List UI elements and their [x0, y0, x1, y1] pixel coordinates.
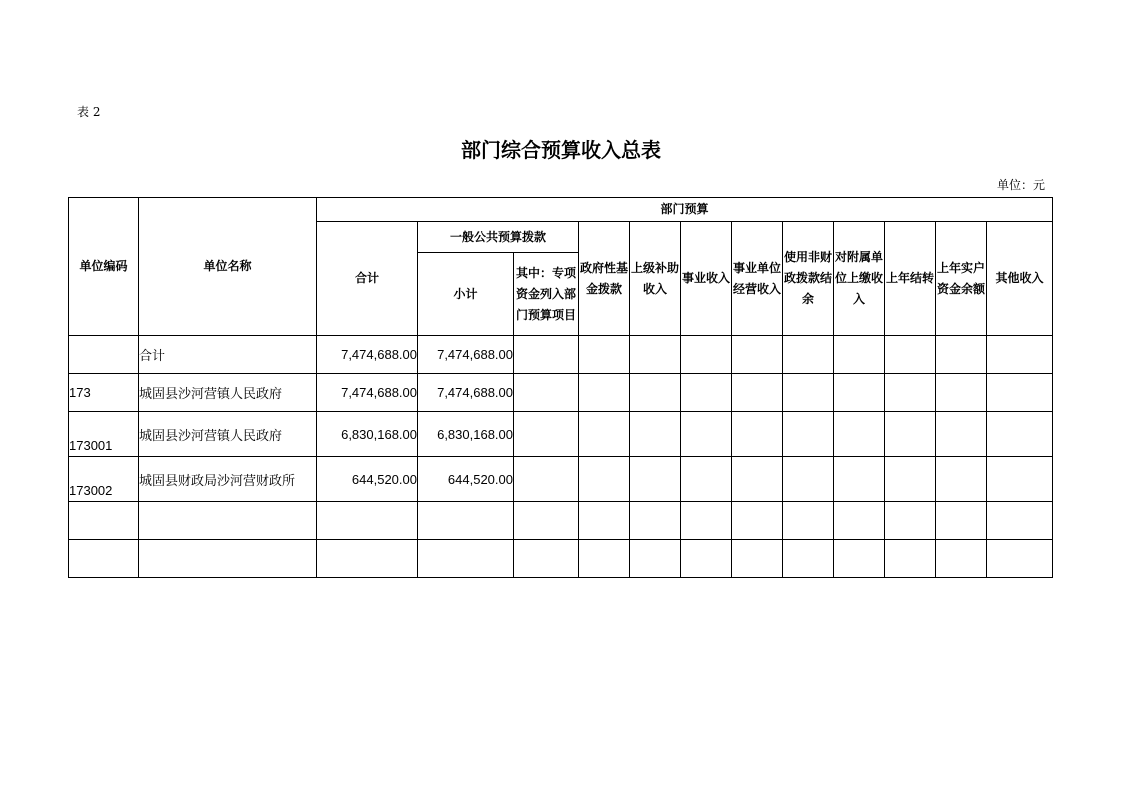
row-total [317, 502, 418, 540]
row-subtotal [418, 502, 514, 540]
row-name: 城固县沙河营镇人民政府 [139, 412, 317, 457]
unit-label: 单位：元 [996, 178, 1045, 192]
row-total [317, 540, 418, 578]
header-unit-code: 单位编码 [69, 198, 139, 336]
row-total: 644,520.00 [317, 457, 418, 502]
header-dept-budget: 部门预算 [317, 198, 1053, 222]
row-total: 6,830,168.00 [317, 412, 418, 457]
header-special-fund: 其中：专项资金列入部门预算项目 [514, 253, 579, 336]
header-other-income: 其他收入 [987, 222, 1053, 336]
row-subtotal: 644,520.00 [418, 457, 514, 502]
row-code: 173001 [69, 412, 139, 457]
table-row [69, 336, 1053, 374]
page-title: 部门综合预算收入总表 [461, 138, 661, 162]
header-business-income: 事业收入 [681, 222, 732, 336]
row-subtotal: 7,474,688.00 [418, 374, 514, 412]
header-unit-name: 单位名称 [139, 198, 317, 336]
header-subordinate-income: 对附属单位上缴收入 [834, 222, 885, 336]
row-total: 7,474,688.00 [317, 336, 418, 374]
row-code [69, 336, 139, 374]
row-subtotal [418, 540, 514, 578]
header-non-fiscal-balance: 使用非财政拨款结余 [783, 222, 834, 336]
header-business-unit-income: 事业单位经营收入 [732, 222, 783, 336]
header-general-budget: 一般公共预算拨款 [418, 222, 579, 253]
header-last-year-carryover: 上年结转 [885, 222, 936, 336]
table-row [69, 412, 1053, 457]
header-superior-subsidy: 上级补助收入 [630, 222, 681, 336]
header-last-year-account-balance: 上年实户资金余额 [936, 222, 987, 336]
row-code [69, 540, 139, 578]
header-total: 合计 [317, 222, 418, 336]
row-subtotal: 6,830,168.00 [418, 412, 514, 457]
header-gov-fund: 政府性基金拨款 [579, 222, 630, 336]
row-subtotal: 7,474,688.00 [418, 336, 514, 374]
table-row [69, 540, 1053, 578]
row-total: 7,474,688.00 [317, 374, 418, 412]
row-code [69, 502, 139, 540]
budget-table [68, 197, 1053, 578]
row-name [139, 502, 317, 540]
row-name [139, 540, 317, 578]
row-code: 173002 [69, 457, 139, 502]
row-name: 城固县财政局沙河营财政所 [139, 457, 317, 502]
row-code: 173 [69, 374, 139, 412]
table-row [69, 374, 1053, 412]
table-row [69, 457, 1053, 502]
header-subtotal: 小计 [418, 253, 514, 336]
table-label: 表 2 [77, 105, 101, 119]
row-name: 合计 [139, 336, 317, 374]
row-name: 城固县沙河营镇人民政府 [139, 374, 317, 412]
table-row [69, 502, 1053, 540]
